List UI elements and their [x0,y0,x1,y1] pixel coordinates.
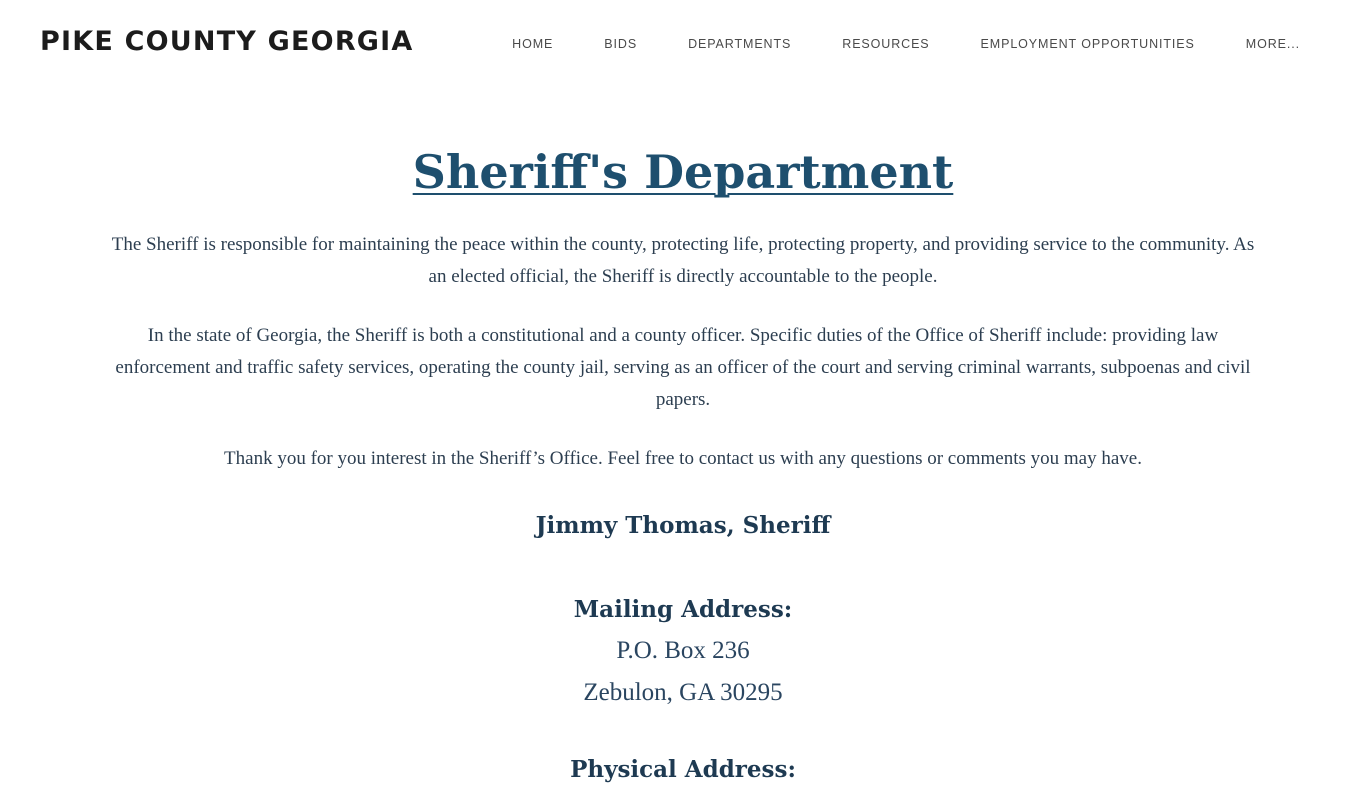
main-nav [512,36,1300,52]
nav-item-resources[interactable]: RESOURCES [842,37,930,51]
page-title-link[interactable]: Sheriff's Department [412,145,954,199]
nav-item-departments[interactable]: DEPARTMENTS [688,37,792,51]
mailing-address-line-2: Zebulon, GA 30295 [583,679,783,706]
site-title-link[interactable]: PIKE COUNTY GEORGIA [40,26,414,57]
duties-paragraph: In the state of Georgia, the Sheriff is both a constitutional and a county officer. Specific duties of the Office of Sheriff include: providing law enforcement and traffic safety services, operating the county jail, serving as an officer of the court and serving criminal warrants, subpoenas and civil papers. [115,325,1251,410]
mailing-address-line-1: P.O. Box 236 [616,637,750,664]
mailing-address-label: Mailing Address: [573,596,793,623]
sheriff-name: Jimmy Thomas, Sheriff [535,512,831,539]
nav-item-bids[interactable]: BIDS [604,37,638,51]
thank-you-paragraph: Thank you for you interest in the Sheriff’s Office. Feel free to contact us with any questions or comments you may have. [224,448,1142,469]
nav-item-more[interactable]: MORE... [1245,37,1300,51]
site-header [0,0,1366,88]
intro-paragraph: The Sheriff is responsible for maintaining the peace within the county, protecting life, protecting property, and providing service to the community. As an elected official, the Sheriff is directly accountable to the people. [111,234,1255,287]
nav-item-home[interactable]: HOME [512,37,554,51]
nav-item-employment-opportunities[interactable]: EMPLOYMENT OPPORTUNITIES [980,37,1195,51]
physical-address-label: Physical Address: [570,756,796,783]
